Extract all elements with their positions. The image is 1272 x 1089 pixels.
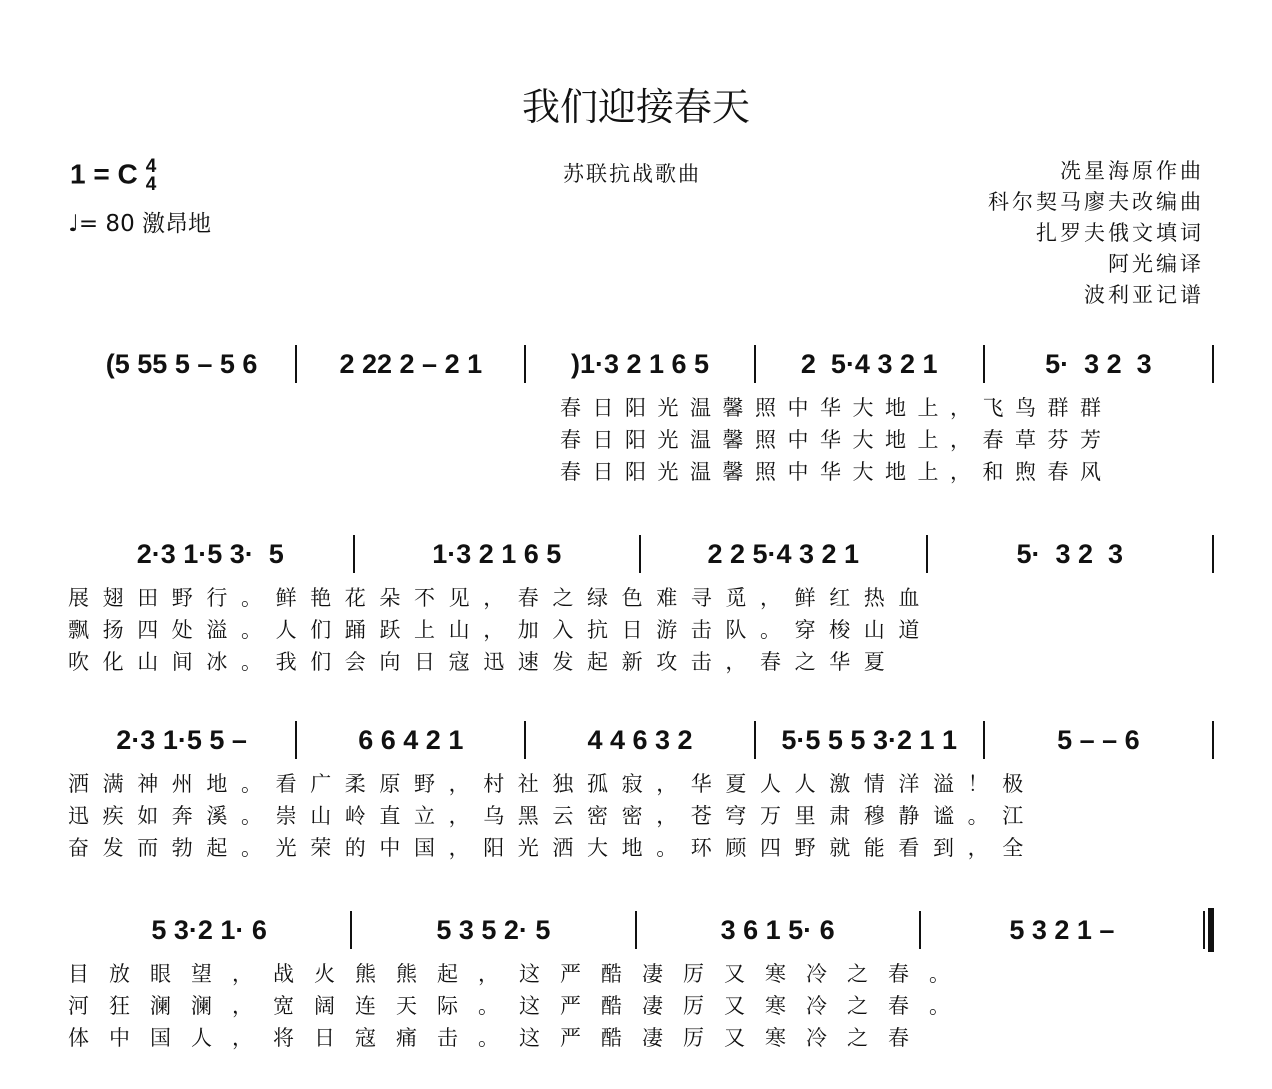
lyric-line: 展翅田野行。鲜艳花朵不见，春之绿色难寻觅，鲜红热血	[68, 586, 933, 610]
measure: 5· 3 2 3	[1045, 348, 1152, 379]
notation-row	[68, 532, 1214, 576]
notation-row	[68, 718, 1214, 762]
lyric-line: 吹化山间冰。我们会向日寇迅速发起新攻击，春之华夏	[68, 650, 899, 674]
measure: 3 6 1 5· 6	[720, 914, 835, 945]
lyric-line: 洒满神州地。看广柔原野，村社独孤寂，华夏人人激情洋溢！极	[68, 772, 1037, 796]
lyric-line: 目放眼望，战火熊熊起，这严酷凄厉又寒冷之春。	[68, 962, 970, 986]
notation-row	[68, 342, 1214, 386]
measure: )1·3 2 1 6 5	[570, 348, 710, 379]
key-signature	[70, 158, 156, 194]
credit-line: 波利亚记谱	[1084, 283, 1204, 307]
measure: 5 3 2 1 –	[1009, 914, 1115, 945]
measure: 5·5 5 5 3·2 1 1	[781, 724, 958, 755]
measure: 5 3 5 2· 5	[436, 914, 551, 945]
final-barline	[1208, 908, 1214, 952]
key-label: 1 = C	[70, 158, 138, 190]
measure: 6 6 4 2 1	[358, 724, 464, 755]
measure: 2·3 1·5 3· 5	[136, 538, 284, 569]
lyric-line: 体中国人，将日寇痛击。这严酷凄厉又寒冷之春	[68, 1026, 929, 1050]
lyric-line: 迅疾如奔溪。崇山岭直立，乌黑云密密，苍穹万里肃穆静谧。江	[68, 804, 1037, 828]
credit-line: 扎罗夫俄文填词	[1036, 221, 1204, 245]
barline	[1203, 911, 1205, 949]
lyric-line: 飘扬四处溢。人们踊跃上山，加入抗日游击队。穿梭山道	[68, 618, 933, 642]
credit-line: 科尔契马廖夫改编曲	[988, 190, 1204, 214]
credits	[988, 156, 1204, 311]
measure: (5 55 5 – 5 6	[105, 348, 258, 379]
credit-line: 冼星海原作曲	[1060, 159, 1204, 183]
lyric-line: 春日阳光温馨照中华大地上，飞鸟群群	[560, 396, 1113, 420]
time-signature	[146, 158, 157, 194]
lyric-line: 春日阳光温馨照中华大地上，春草芬芳	[560, 428, 1113, 452]
barline	[1212, 535, 1214, 573]
measure: 1·3 2 1 6 5	[432, 538, 562, 569]
notation-row	[68, 908, 1214, 952]
lyric-line: 河狂澜澜，宽阔连天际。这严酷凄厉又寒冷之春。	[68, 994, 970, 1018]
measure: 5· 3 2 3	[1016, 538, 1124, 569]
measure: 2 2 5·4 3 2 1	[707, 538, 860, 569]
measure: 4 4 6 3 2	[587, 724, 693, 755]
barline	[1212, 345, 1214, 383]
measure: 2·3 1·5 5 –	[116, 724, 247, 755]
time-bottom: 4	[145, 174, 157, 195]
time-top: 4	[145, 156, 157, 177]
subtitle: 苏联抗战歌曲	[563, 162, 701, 186]
tempo-marking: ♩= 80 激昂地	[68, 211, 212, 237]
lyric-line: 春日阳光温馨照中华大地上，和煦春风	[560, 460, 1113, 484]
measure: 5 – – 6	[1057, 724, 1140, 755]
lyric-line: 奋发而勃起。光荣的中国，阳光洒大地。环顾四野就能看到，全	[68, 836, 1037, 860]
song-title: 我们迎接春天	[521, 85, 750, 129]
barline	[1212, 721, 1214, 759]
measure: 2 5·4 3 2 1	[800, 348, 938, 379]
measure: 2 22 2 – 2 1	[339, 348, 483, 379]
credit-line: 阿光编译	[1108, 252, 1204, 276]
measure: 5 3·2 1· 6	[151, 914, 267, 945]
